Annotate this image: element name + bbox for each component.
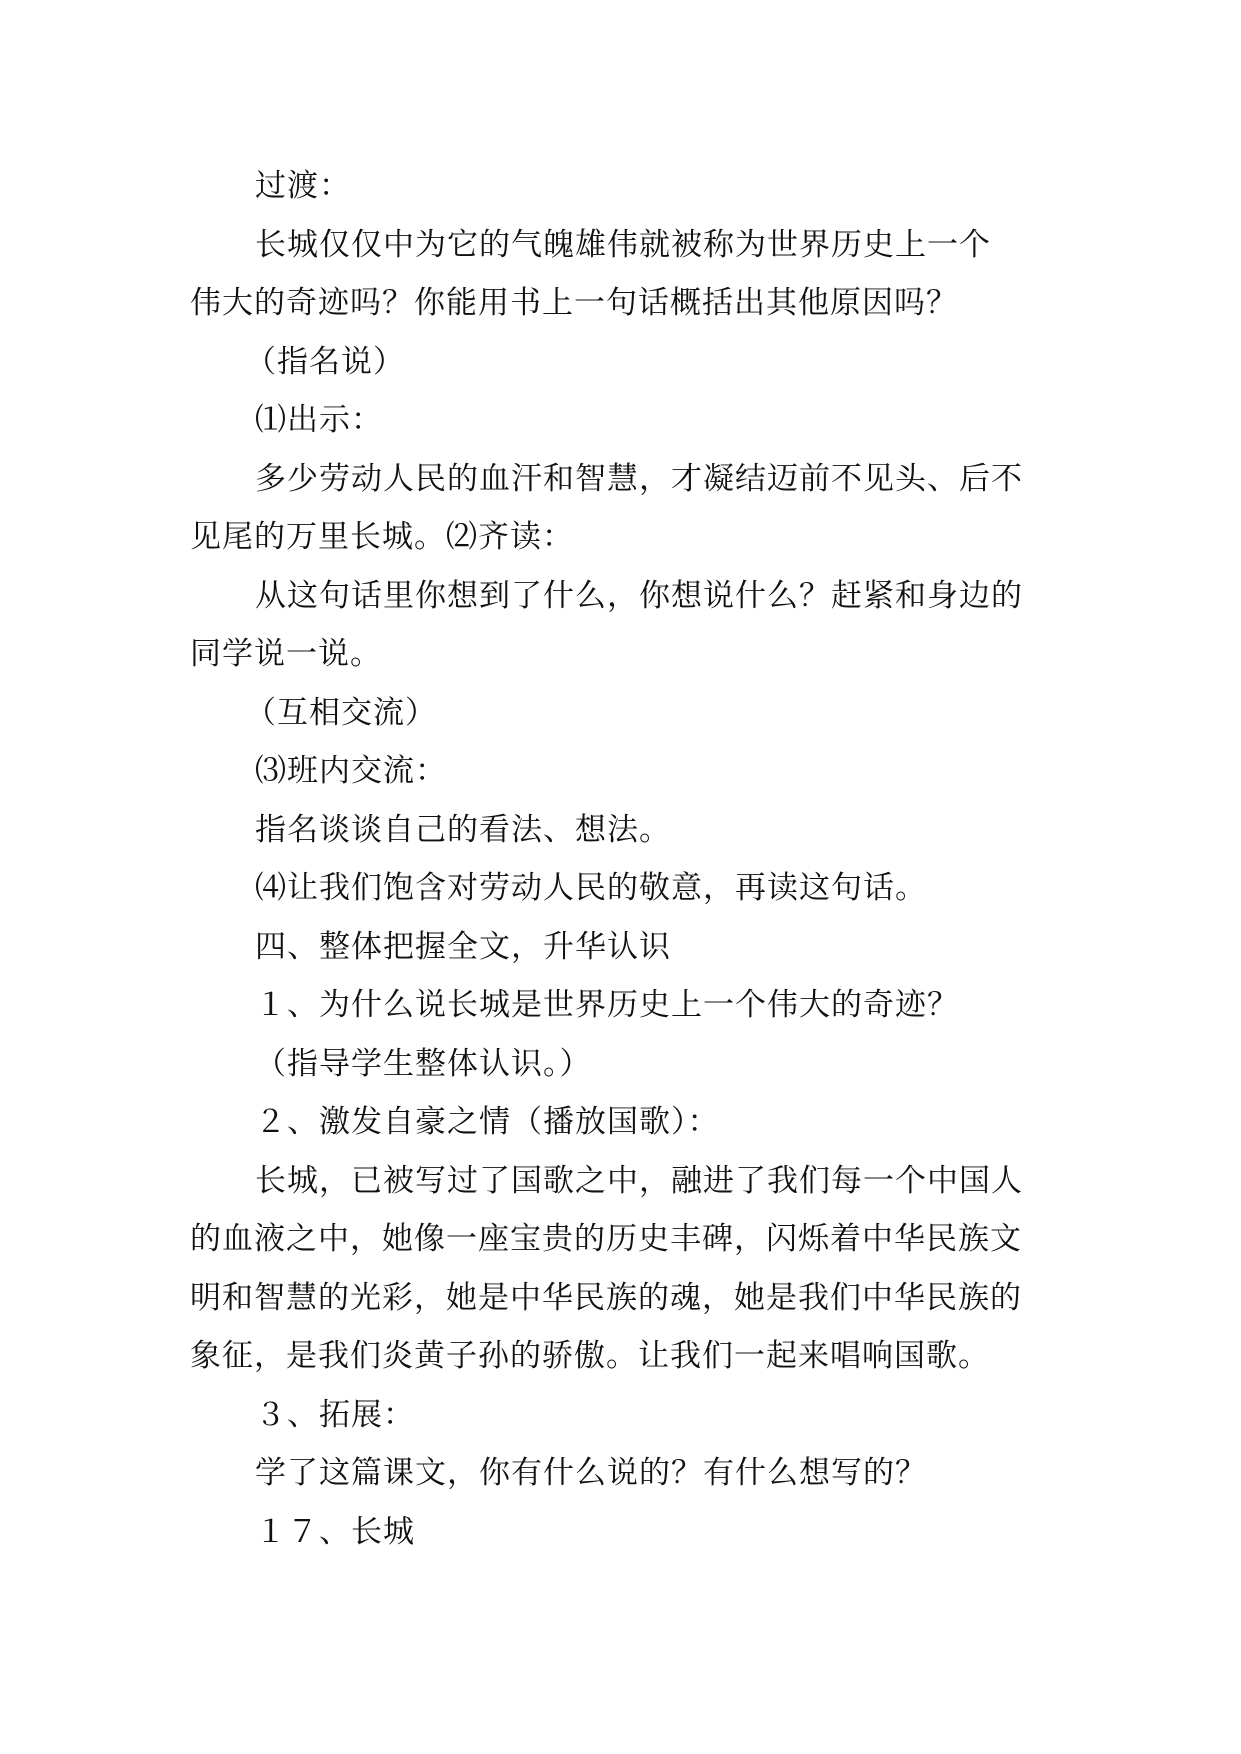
text-line: 象征，是我们炎黄子孙的骄傲。让我们一起来唱响国歌。 [190, 1338, 990, 1374]
text-line: 长城仅仅中为它的气魄雄伟就被称为世界历史上一个 [255, 227, 991, 263]
text-line: （指名说） [245, 344, 405, 380]
text-line: ⑴出示： [255, 402, 383, 438]
text-line: 多少劳动人民的血汗和智慧，才凝结迈前不见头、后不 [255, 461, 1023, 497]
text-line: 明和智慧的光彩，她是中华民族的魂，她是我们中华民族的 [190, 1280, 1022, 1316]
text-line: ⑶班内交流： [255, 753, 447, 789]
text-line-transition: 过渡： [255, 168, 351, 204]
text-line: 学了这篇课文，你有什么说的？有什么想写的？ [255, 1455, 927, 1491]
text-line: １７、长城 [255, 1514, 415, 1550]
text-line: 长城，已被写过了国歌之中，融进了我们每一个中国人 [255, 1163, 1023, 1199]
text-line: 指名谈谈自己的看法、想法。 [255, 812, 671, 848]
text-line: ⑷让我们饱含对劳动人民的敬意，再读这句话。 [255, 870, 927, 906]
text-line: 的血液之中，她像一座宝贵的历史丰碑，闪烁着中华民族文 [190, 1221, 1022, 1257]
text-line: ３、拓展： [255, 1397, 415, 1433]
text-line: 伟大的奇迹吗？你能用书上一句话概括出其他原因吗？ [190, 285, 958, 321]
text-line: （互相交流） [245, 695, 437, 731]
section-heading: 四、整体把握全文，升华认识 [255, 929, 671, 965]
text-line: ２、激发自豪之情（播放国歌）： [255, 1104, 720, 1140]
text-line: １、为什么说长城是世界历史上一个伟大的奇迹？ [255, 987, 959, 1023]
text-line: 从这句话里你想到了什么，你想说什么？赶紧和身边的 [255, 578, 1023, 614]
text-line: 见尾的万里长城。⑵齐读： [190, 519, 574, 555]
text-line: 同学说一说。 [190, 636, 382, 672]
text-line: （指导学生整体认识。） [255, 1046, 592, 1082]
